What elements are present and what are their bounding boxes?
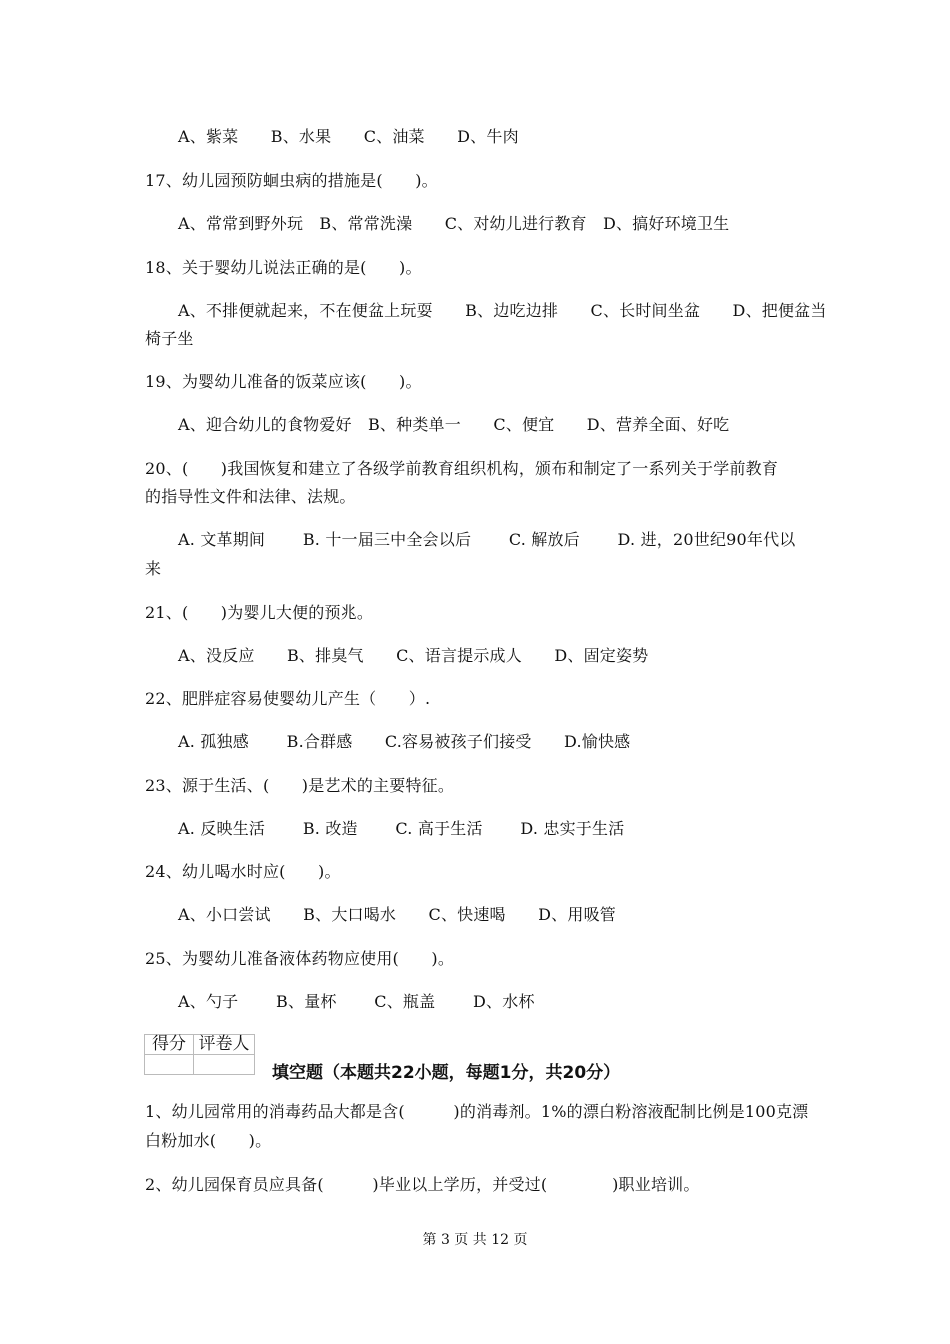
fill-q2-stem: 2、幼儿园保育员应具备( )毕业以上学历，并受过( )职业培训。 [145,1175,700,1194]
q25-options: A、勺子 B、量杯 C、瓶盖 D、水杯 [178,992,535,1011]
page-footer: 第 3 页 共 12 页 [422,1232,528,1248]
q21-stem: 21、( )为婴儿大便的预兆。 [145,603,374,622]
score-box [144,1034,255,1075]
q17-stem: 17、幼儿园预防蛔虫病的措施是( )。 [145,171,438,190]
q22-options: A. 孤独感 B.合群感 C.容易被孩子们接受 D.愉快感 [178,732,631,751]
q17-options: A、常常到野外玩 B、常常洗澡 C、对幼儿进行教育 D、搞好环境卫生 [178,214,730,233]
fill-q1-stem: 1、幼儿园常用的消毒药品大都是含( )的消毒剂。1%的漂白粉溶液配制比例是100克漂 [145,1102,809,1121]
q19-options: A、迎合幼儿的食物爱好 B、种类单一 C、便宜 D、营养全面、好吃 [178,415,730,434]
q20-options-cont: 来 [145,559,162,578]
q18-options: A、不排便就起来，不在便盆上玩耍 B、边吃边排 C、长时间坐盆 D、把便盆当 [178,301,827,320]
q24-stem: 24、幼儿喝水时应( )。 [145,862,341,881]
q22-stem: 22、肥胖症容易使婴幼儿产生（ ）. [145,689,431,708]
score-label: 得分 [145,1035,194,1055]
q23-stem: 23、源于生活、( )是艺术的主要特征。 [145,776,455,795]
score-cell [145,1055,194,1075]
grader-cell [194,1055,255,1075]
q20-stem: 20、( )我国恢复和建立了各级学前教育组织机构，颁布和制定了一系列关于学前教育 [145,459,779,478]
q18-stem: 18、关于婴幼儿说法正确的是( )。 [145,258,422,277]
q24-options: A、小口尝试 B、大口喝水 C、快速喝 D、用吸管 [178,905,616,924]
q21-options: A、没反应 B、排臭气 C、语言提示成人 D、固定姿势 [178,646,649,665]
q20-stem-cont: 的指导性文件和法律、法规。 [145,487,356,506]
fill-q1-stem-cont: 白粉加水( )。 [145,1131,272,1150]
q20-options: A. 文革期间 B. 十一届三中全会以后 C. 解放后 D. 进，20世纪90年代以 [178,530,796,549]
grader-label: 评卷人 [194,1035,255,1055]
q25-stem: 25、为婴幼儿准备液体药物应使用( )。 [145,949,455,968]
q16-options: A、紫菜 B、水果 C、油菜 D、牛肉 [178,127,519,146]
q18-options-cont: 椅子坐 [145,329,194,348]
q23-options: A. 反映生活 B. 改造 C. 高于生活 D. 忠实于生活 [178,819,625,838]
q19-stem: 19、为婴幼儿准备的饭菜应该( )。 [145,372,422,391]
section-title: 填空题（本题共22小题，每题1分，共20分） [272,1063,621,1083]
